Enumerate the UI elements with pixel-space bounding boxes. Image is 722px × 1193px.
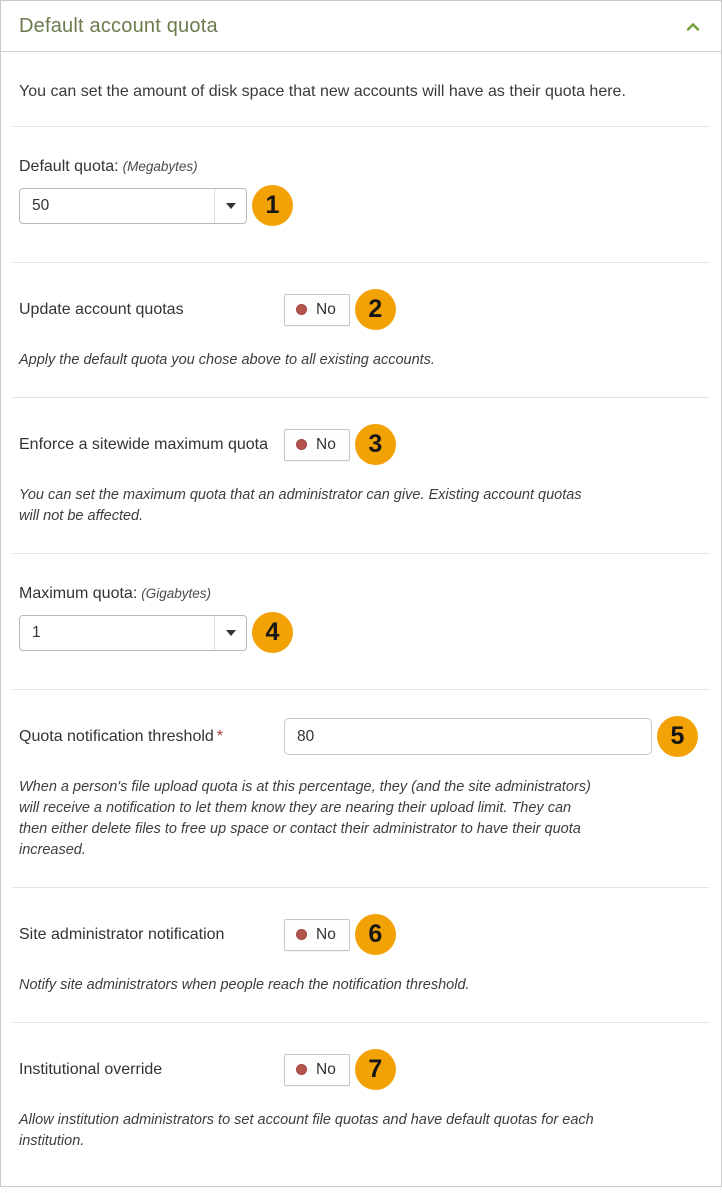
field-admin-notification [13, 888, 709, 1023]
required-marker: * [216, 727, 224, 745]
threshold-help: When a person's file upload quota is at this percentage, they (and the site administrators) will receive a notification to let them know they are nearing their upload limit. They can then either delete files to free up space or contact their administrator to have their quota increased. [19, 779, 591, 858]
default-quota-unit: (Megabytes) [122, 159, 198, 174]
chevron-up-icon[interactable] [683, 18, 703, 36]
enforce-max-state: No [316, 435, 336, 453]
admin-notification-state: No [316, 925, 336, 943]
field-update-account-quotas [13, 263, 709, 398]
institutional-override-help: Allow institution administrators to set account file quotas and have default quotas for each institution. [19, 1112, 594, 1149]
field-maximum-quota [13, 554, 709, 690]
field-enforce-max-quota [13, 398, 709, 554]
institutional-override-toggle[interactable] [284, 1054, 350, 1086]
annotation-badge-1: 1 [252, 185, 293, 226]
field-default-quota [13, 127, 709, 263]
annotation-badge-6: 6 [355, 914, 396, 955]
update-quotas-toggle[interactable] [284, 294, 350, 326]
default-quota-value: 50 [32, 196, 50, 214]
field-quota-notification-threshold [13, 690, 709, 888]
maximum-quota-label: Maximum quota: [19, 585, 138, 602]
update-quotas-label: Update account quotas [19, 300, 184, 318]
toggle-off-dot-icon [296, 1064, 307, 1075]
threshold-label: Quota notification threshold * [19, 727, 224, 745]
maximum-quota-value: 1 [32, 623, 41, 641]
threshold-input[interactable] [284, 718, 652, 755]
default-quota-label: Default quota: [19, 158, 119, 175]
panel-header[interactable] [1, 1, 721, 52]
update-quotas-state: No [316, 300, 336, 318]
maximum-quota-unit: (Gigabytes) [141, 586, 212, 601]
admin-notification-help: Notify site administrators when people reach the notification threshold. [19, 977, 470, 993]
caret-down-icon [226, 203, 236, 209]
enforce-max-label: Enforce a sitewide maximum quota [19, 435, 268, 453]
select-arrow-button[interactable] [214, 616, 246, 650]
default-quota-select[interactable] [19, 188, 247, 224]
admin-notification-toggle[interactable] [284, 919, 350, 951]
panel-description: You can set the amount of disk space that new accounts will have as their quota here. [19, 83, 626, 100]
admin-notification-label: Site administrator notification [19, 925, 225, 943]
toggle-off-dot-icon [296, 304, 307, 315]
enforce-max-toggle[interactable] [284, 429, 350, 461]
toggle-off-dot-icon [296, 439, 307, 450]
enforce-max-help: You can set the maximum quota that an administrator can give. Existing account quotas will not be affected. [19, 487, 582, 524]
field-institutional-override [13, 1023, 709, 1186]
institutional-override-state: No [316, 1060, 336, 1078]
panel-title: Default account quota [19, 15, 218, 37]
maximum-quota-select[interactable] [19, 615, 247, 651]
select-arrow-button[interactable] [214, 189, 246, 223]
annotation-badge-4: 4 [252, 612, 293, 653]
annotation-badge-7: 7 [355, 1049, 396, 1090]
annotation-badge-5: 5 [657, 716, 698, 757]
annotation-badge-2: 2 [355, 289, 396, 330]
institutional-override-label: Institutional override [19, 1060, 163, 1078]
caret-down-icon [226, 630, 236, 636]
toggle-off-dot-icon [296, 929, 307, 940]
panel-description-section [13, 52, 709, 127]
update-quotas-help: Apply the default quota you chose above to all existing accounts. [19, 352, 435, 368]
annotation-badge-3: 3 [355, 424, 396, 465]
